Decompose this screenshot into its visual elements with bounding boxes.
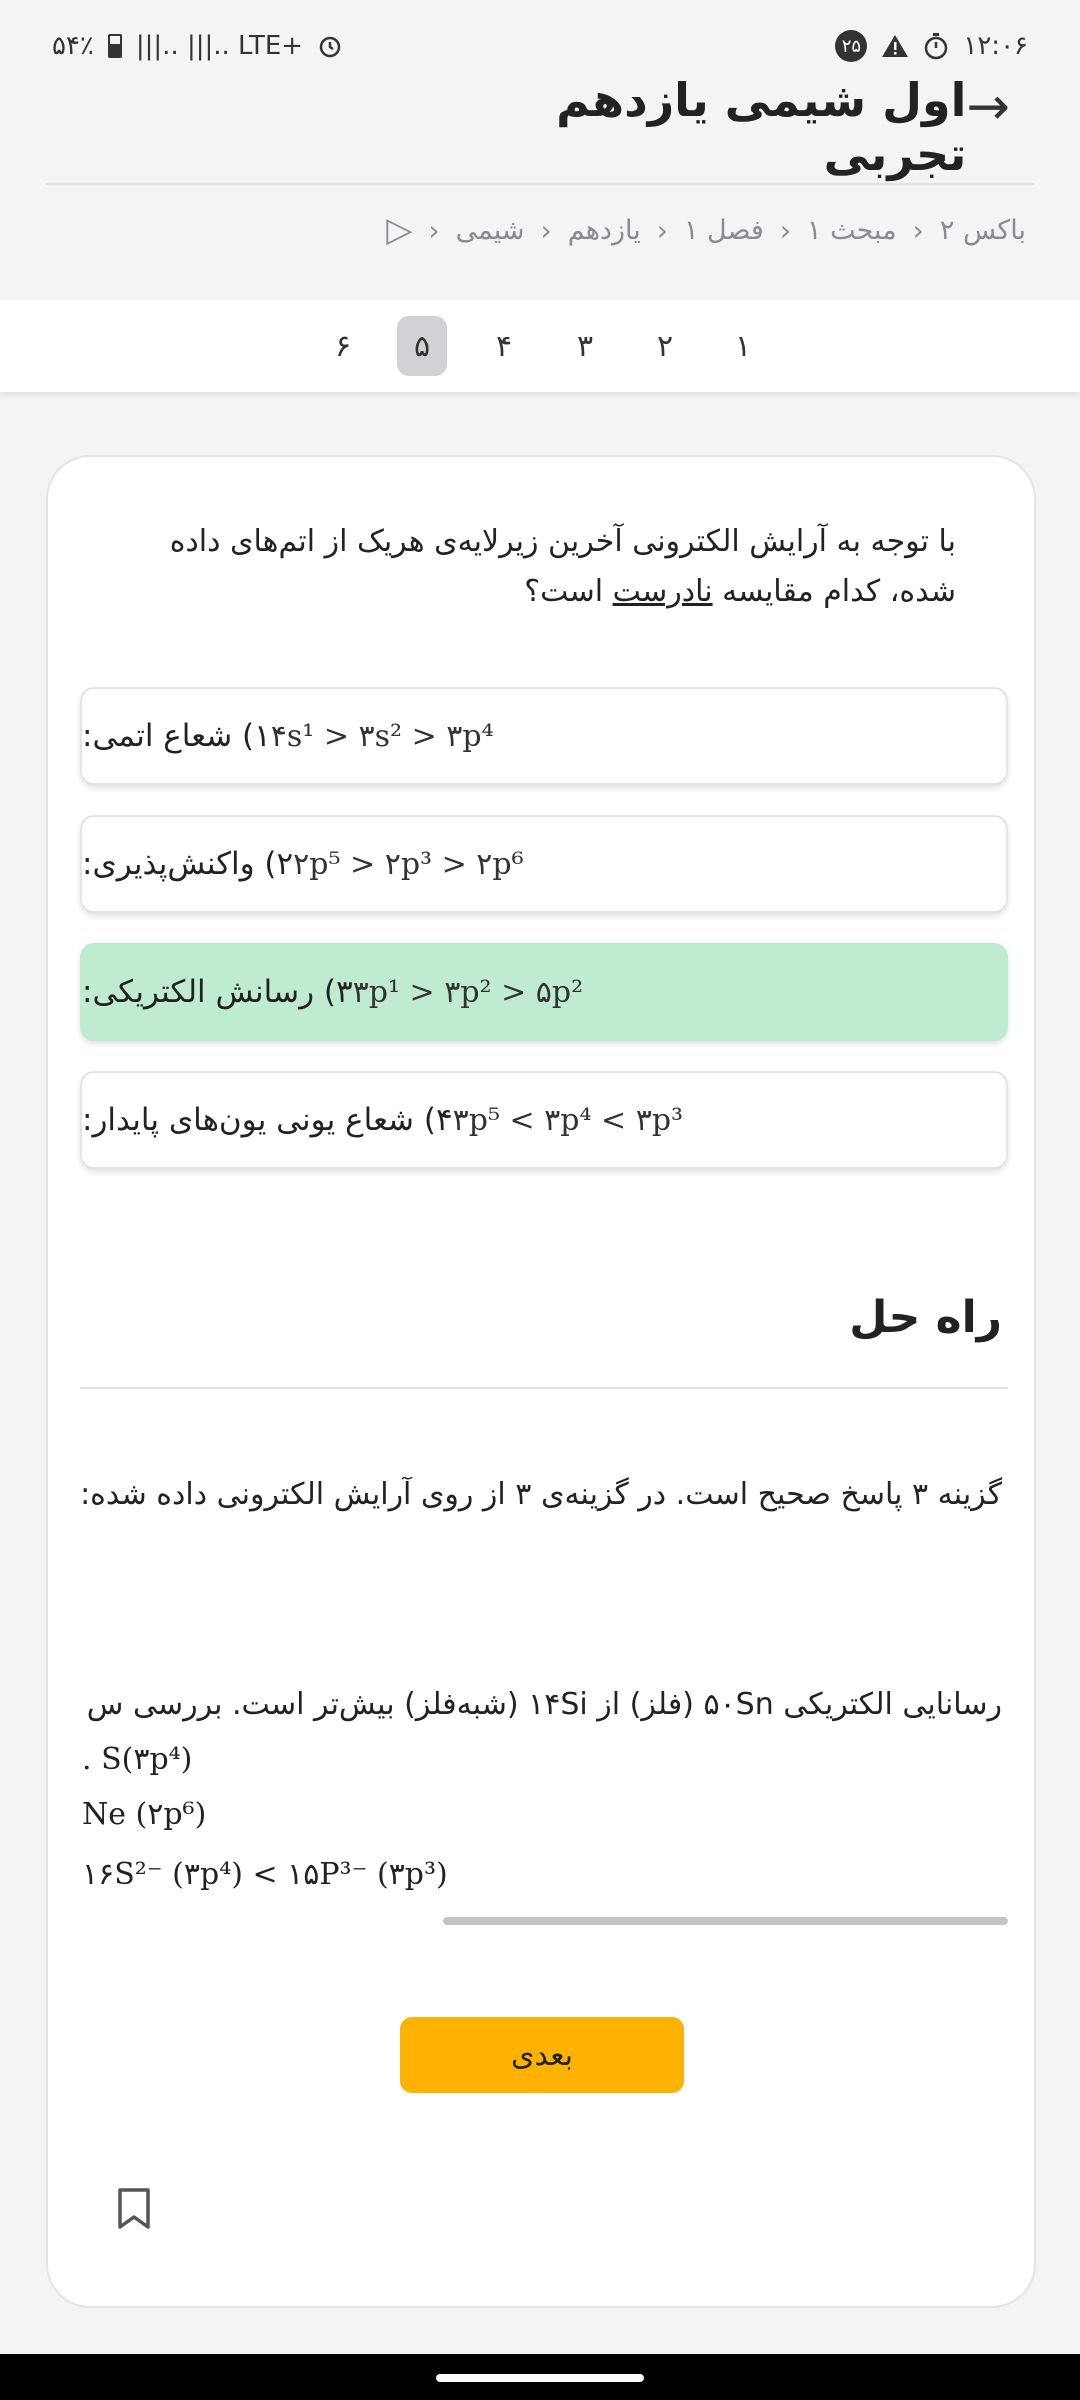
breadcrumb-item[interactable]: مبحث ۱	[807, 214, 897, 246]
breadcrumb-item[interactable]: فصل ۱	[683, 214, 764, 246]
clock: ۱۲:۰۶	[963, 31, 1028, 61]
chevron-icon: ‹	[540, 213, 552, 247]
timer-icon	[923, 32, 949, 60]
alarm-icon	[317, 33, 343, 59]
option-label: ۳) رسانش الکتریکی:	[82, 974, 353, 1010]
horizontal-scrollbar[interactable]	[443, 1917, 1008, 1925]
tab-question-3[interactable]: ۳	[576, 328, 594, 364]
breadcrumb-item[interactable]: باکس ۲	[939, 214, 1026, 246]
option-label: ۴) شعاع یونی یون‌های پایدار:	[82, 1102, 453, 1138]
chevron-icon: ‹	[779, 213, 792, 247]
option-2[interactable]	[80, 815, 1008, 913]
solution-line: رسانایی الکتریکی ۵۰Sn (فلز) از ۱۴Si (شبه‌فلز) بیش‌تر است. بررسی س	[86, 1687, 1002, 1722]
chevron-icon: ‹	[656, 213, 668, 247]
option-4[interactable]	[80, 1071, 1008, 1169]
breadcrumb-item[interactable]: یازدهم	[567, 214, 641, 246]
page-title: اول شیمی یازدهم تجربی	[556, 72, 967, 181]
next-button[interactable]: بعدی	[400, 2017, 684, 2093]
breadcrumb	[386, 205, 1026, 255]
status-left	[52, 31, 343, 61]
signal-icon: |||.. |||.. LTE+	[135, 31, 304, 61]
solution-title: راه حل	[849, 1292, 1002, 1343]
home-handle[interactable]	[436, 2374, 644, 2382]
header	[46, 70, 1034, 185]
option-3[interactable]	[80, 943, 1008, 1041]
bookmark-icon[interactable]	[116, 2187, 152, 2231]
tab-question-5[interactable]: ۵	[397, 316, 447, 376]
tab-question-4[interactable]: ۴	[495, 328, 513, 364]
breadcrumb-item[interactable]: شیمی	[455, 214, 525, 246]
tab-question-1[interactable]: ۱	[734, 328, 752, 364]
warning-icon	[881, 33, 909, 59]
tab-question-2[interactable]: ۲	[656, 328, 674, 364]
question-text-part1: با توجه به آرایش الکترونی آخرین زیرلایه‌ی هریک از اتم‌های داده شده، کدام مقایسه	[169, 524, 956, 609]
chevron-icon: ‹	[912, 213, 924, 247]
option-expression: ۳p⁵ < ۳p⁴ < ۳p³	[452, 1102, 684, 1138]
question-text-part2: است؟	[524, 574, 613, 609]
play-icon[interactable]: ▷	[386, 210, 413, 250]
solution-math: Ne (۲p⁶)	[82, 1797, 207, 1832]
navigation-bar	[0, 2354, 1080, 2400]
question-underlined: نادرست	[612, 574, 713, 609]
option-1[interactable]	[80, 687, 1008, 785]
divider	[80, 1387, 1008, 1389]
tab-question-6[interactable]: ۶	[334, 328, 352, 364]
question-text	[136, 517, 956, 617]
question-card	[46, 455, 1036, 2308]
option-label: ۱) شعاع اتمی:	[82, 718, 271, 754]
chevron-icon: ‹	[428, 213, 440, 247]
option-expression: ۳p¹ > ۳p² > ۵p²	[352, 974, 584, 1010]
solution-line: گزینه ۳ پاسخ صحیح است. در گزینه‌ی ۳ از روی آرایش الکترونی داده شده:	[80, 1477, 1002, 1512]
option-expression: ۲p⁵ > ۲p³ > ۲p⁶	[293, 846, 524, 882]
notification-badge: ۲۵	[835, 30, 867, 62]
question-tabs	[0, 300, 1080, 392]
battery-percent: ۵۴٪	[52, 31, 94, 61]
solution-math: ۱۶S²⁻ (۳p⁴) < ۱۵P³⁻ (۳p³)	[82, 1857, 448, 1892]
arrow-icon[interactable]: →	[966, 76, 1010, 137]
option-label: ۲) واکنش‌پذیری:	[82, 846, 294, 882]
option-expression: ۴s¹ > ۳s² > ۳p⁴	[270, 718, 494, 754]
status-right	[835, 30, 1028, 62]
solution-math: . S(۳p⁴)	[82, 1742, 193, 1777]
battery-icon	[108, 34, 122, 58]
